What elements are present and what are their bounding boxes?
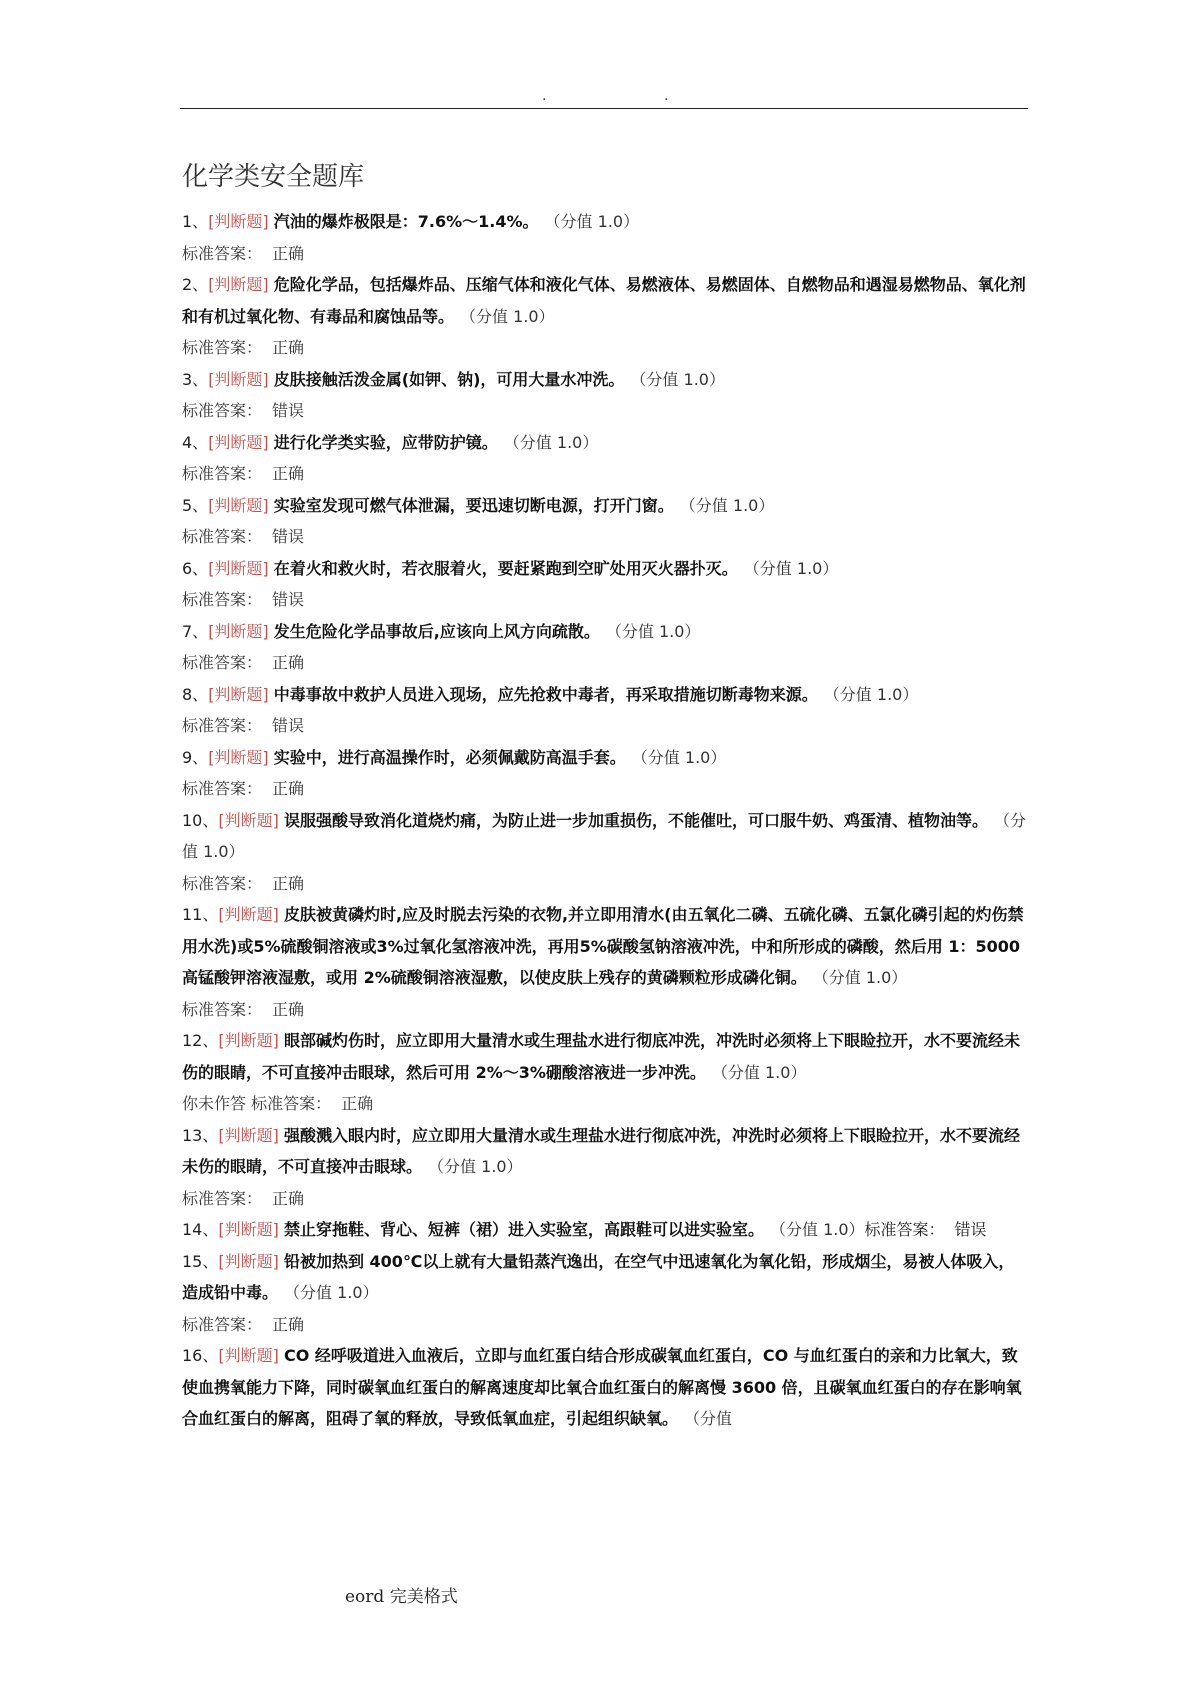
answer-value: 正确 [272, 1314, 305, 1334]
question-item [182, 899, 1028, 994]
question-item [182, 805, 1028, 868]
answer-value: 正确 [272, 464, 305, 483]
answer-value: 错误 [272, 527, 305, 546]
question-text: 进行化学类实验，应带防护镜。 [273, 432, 498, 452]
question-text: CO 经呼吸道进入血液后，立即与血红蛋白结合形成碳氧血红蛋白，CO 与血红蛋白的亲和力比氧大，致使血携氧能力下降，同时碳氧血红蛋白的解离速度却比氧合血红蛋白的解离慢 3600 倍，且碳氧血红蛋白的存在影响氧合血红蛋白的解离，阻碍了氧的释放，导致低氧血症，引起组织缺氧。 [182, 1346, 1022, 1428]
question-number: 15、 [182, 1251, 219, 1271]
question-score: （分值 1.0） [639, 747, 727, 767]
answer-line [182, 868, 1028, 900]
question-type-tag: [判断题] [208, 684, 269, 704]
question-item [182, 490, 1028, 522]
question-type-tag: [判断题] [208, 495, 269, 515]
answer-line [182, 1088, 1028, 1120]
question-number: 16、 [182, 1346, 219, 1365]
header-rule [180, 108, 1028, 109]
question-score: （分值 1.0） [468, 306, 555, 326]
question-score: （分值 1.0） [820, 968, 908, 987]
question-type-tag: [判断题] [218, 1346, 279, 1365]
question-item [182, 1120, 1028, 1183]
question-text: 眼部碱灼伤时，应立即用大量清水或生理盐水进行彻底冲洗，冲洗时必须将上下眼睑拉开，水不要流经未伤的眼睛，不可直接冲击眼球，然后可用 2%～3%硼酸溶液进一步冲洗。 [182, 1031, 1020, 1082]
question-type-tag: [判断题] [218, 1125, 279, 1145]
question-number: 8、 [182, 684, 209, 704]
question-type-tag: [判断题] [208, 369, 269, 389]
answer-label: 标准答案： [251, 1094, 332, 1113]
question-number: 13、 [182, 1125, 219, 1145]
answer-value: 正确 [272, 338, 305, 357]
question-score: （分值 1.0） [751, 558, 839, 578]
answer-label: 标准答案： [182, 779, 263, 798]
question-number: 1、 [182, 212, 209, 231]
question-item [182, 679, 1028, 711]
unanswered-note: 你未作答 [182, 1094, 252, 1113]
question-score: （分值 1.0） [182, 810, 1026, 861]
answer-line [182, 521, 1028, 553]
question-item [182, 206, 1028, 238]
question-text: 实验中，进行高温操作时，必须佩戴防高温手套。 [273, 747, 626, 767]
question-item [182, 553, 1028, 585]
question-type-tag: [判断题] [218, 905, 279, 924]
answer-line [182, 994, 1028, 1026]
question-score: （分值 1.0） [436, 1157, 523, 1176]
question-number: 4、 [182, 432, 209, 452]
question-text: 铅被加热到 400℃以上就有大量铅蒸汽逸出，在空气中迅速氧化为氧化铅，形成烟尘，易被人体吸入，造成铅中毒。 [182, 1251, 1015, 1302]
question-item [182, 1214, 1028, 1246]
answer-value: 正确 [272, 779, 305, 798]
answer-value: 错误 [272, 716, 305, 735]
question-text: 误服强酸导致消化道烧灼痛，为防止进一步加重损伤，不能催吐，可口服牛奶、鸡蛋清、植物油等。 [283, 810, 988, 830]
question-text: 禁止穿拖鞋、背心、短裤（裙）进入实验室，高跟鞋可以进实验室。 [283, 1220, 764, 1239]
answer-label: 标准答案： [182, 401, 263, 420]
answer-label: 标准答案： [182, 716, 263, 735]
question-number: 14、 [182, 1220, 219, 1239]
question-number: 12、 [182, 1031, 219, 1050]
question-type-tag: [判断题] [208, 212, 269, 231]
question-item [182, 616, 1028, 648]
answer-line [182, 395, 1028, 427]
answer-value: 错误 [954, 1220, 987, 1239]
answer-line [182, 332, 1028, 364]
question-type-tag: [判断题] [218, 1220, 279, 1239]
question-type-tag: [判断题] [218, 1031, 279, 1050]
answer-label: 标准答案： [182, 653, 263, 672]
answer-line [182, 584, 1028, 616]
question-score: （分值 1.0） [687, 495, 775, 515]
question-item [182, 427, 1028, 459]
page-title: 化学类安全题库 [182, 162, 365, 192]
answer-value: 正确 [272, 243, 305, 263]
question-number: 2、 [182, 275, 209, 294]
question-score: （分值 1.0） [638, 369, 725, 389]
answer-line [182, 647, 1028, 679]
question-number: 7、 [182, 621, 209, 641]
answer-label: 标准答案： [182, 999, 263, 1019]
answer-value: 错误 [272, 401, 305, 420]
question-text: 在着火和救火时，若衣服着火，要赶紧跑到空旷处用灭火器扑灭。 [273, 558, 738, 578]
question-item [182, 742, 1028, 774]
answer-label: 标准答案： [182, 243, 263, 263]
answer-label: 标准答案： [182, 590, 263, 609]
answer-value: 正确 [272, 1188, 305, 1208]
answer-label: 标准答案： [864, 1220, 945, 1239]
question-item [182, 364, 1028, 396]
question-text: 中毒事故中救护人员进入现场，应先抢救中毒者，再采取措施切断毒物来源。 [273, 684, 818, 704]
question-text: 强酸溅入眼内时，应立即用大量清水或生理盐水进行彻底冲洗，冲洗时必须将上下眼睑拉开，水不要流经未伤的眼睛，不可直接冲击眼球。 [182, 1125, 1020, 1176]
question-number: 11、 [182, 905, 219, 924]
question-score: （分值 1.0） [777, 1220, 865, 1239]
question-text: 实验室发现可燃气体泄漏，要迅速切断电源，打开门窗。 [273, 495, 674, 515]
answer-label: 标准答案： [182, 1188, 263, 1208]
question-number: 5、 [182, 495, 209, 515]
answer-label: 标准答案： [182, 464, 263, 483]
question-item [182, 1246, 1028, 1309]
question-score: （分值 1.0） [511, 432, 599, 452]
header-dot-left: . [542, 88, 547, 104]
question-score: （分值 1.0） [292, 1283, 379, 1302]
question-score: （分值 [692, 1409, 733, 1428]
answer-line [182, 238, 1028, 270]
header-dot-right: . [664, 88, 669, 104]
answer-value: 正确 [341, 1094, 374, 1113]
question-type-tag: [判断题] [208, 558, 269, 578]
answer-line [182, 710, 1028, 742]
answer-line [182, 773, 1028, 805]
question-text: 汽油的爆炸极限是：7.6%～1.4%。 [273, 212, 539, 231]
question-type-tag: [判断题] [208, 621, 269, 641]
question-number: 10、 [182, 810, 219, 830]
question-number: 9、 [182, 747, 209, 767]
question-type-tag: [判断题] [218, 810, 279, 830]
question-type-tag: [判断题] [208, 432, 269, 452]
answer-line [182, 458, 1028, 490]
answer-label: 标准答案： [182, 338, 263, 357]
question-item [182, 269, 1028, 332]
answer-value: 正确 [272, 873, 305, 893]
question-number: 6、 [182, 558, 209, 578]
question-score: （分值 1.0） [613, 621, 701, 641]
question-list [182, 206, 1028, 1435]
question-bank [182, 158, 1028, 1435]
answer-label: 标准答案： [182, 1314, 263, 1334]
question-text: 皮肤接触活泼金属(如钾、钠)，可用大量水冲洗。 [273, 369, 625, 389]
question-text: 皮肤被黄磷灼时,应及时脱去污染的衣物,并立即用清水(由五氧化二磷、五硫化磷、五氯化磷引起的灼伤禁用水洗)或5%硫酸铜溶液或3%过氧化氢溶液冲洗，再用5%碳酸氢钠溶液冲洗，中和所形成的磷酸，然后用 1：5000 高锰酸钾溶液湿敷，或用 2%硫酸铜溶液湿敷，以使皮肤上残存的黄磷颗粒形成磷化铜。 [182, 905, 1024, 987]
answer-line [182, 1183, 1028, 1215]
question-text: 危险化学品，包括爆炸品、压缩气体和液化气体、易燃液体、易燃固体、自燃物品和遇湿易燃物品、氧化剂和有机过氧化物、有毒品和腐蚀品等。 [182, 275, 1026, 326]
answer-value: 错误 [272, 590, 305, 609]
question-item [182, 1025, 1028, 1088]
question-type-tag: [判断题] [218, 1251, 279, 1271]
question-item [182, 1340, 1028, 1435]
question-text: 发生危险化学品事故后,应该向上风方向疏散。 [273, 621, 600, 641]
question-type-tag: [判断题] [208, 747, 269, 767]
answer-label: 标准答案： [182, 873, 263, 893]
question-score: （分值 1.0） [719, 1062, 807, 1082]
question-number: 3、 [182, 369, 209, 389]
answer-label: 标准答案： [182, 527, 263, 546]
question-score: （分值 1.0） [831, 684, 919, 704]
answer-line [182, 1309, 1028, 1341]
question-score: （分值 1.0） [552, 212, 640, 231]
page-footer: eord 完美格式 [345, 1587, 458, 1607]
answer-value: 正确 [272, 653, 305, 672]
question-type-tag: [判断题] [208, 275, 269, 294]
answer-value: 正确 [272, 999, 305, 1019]
